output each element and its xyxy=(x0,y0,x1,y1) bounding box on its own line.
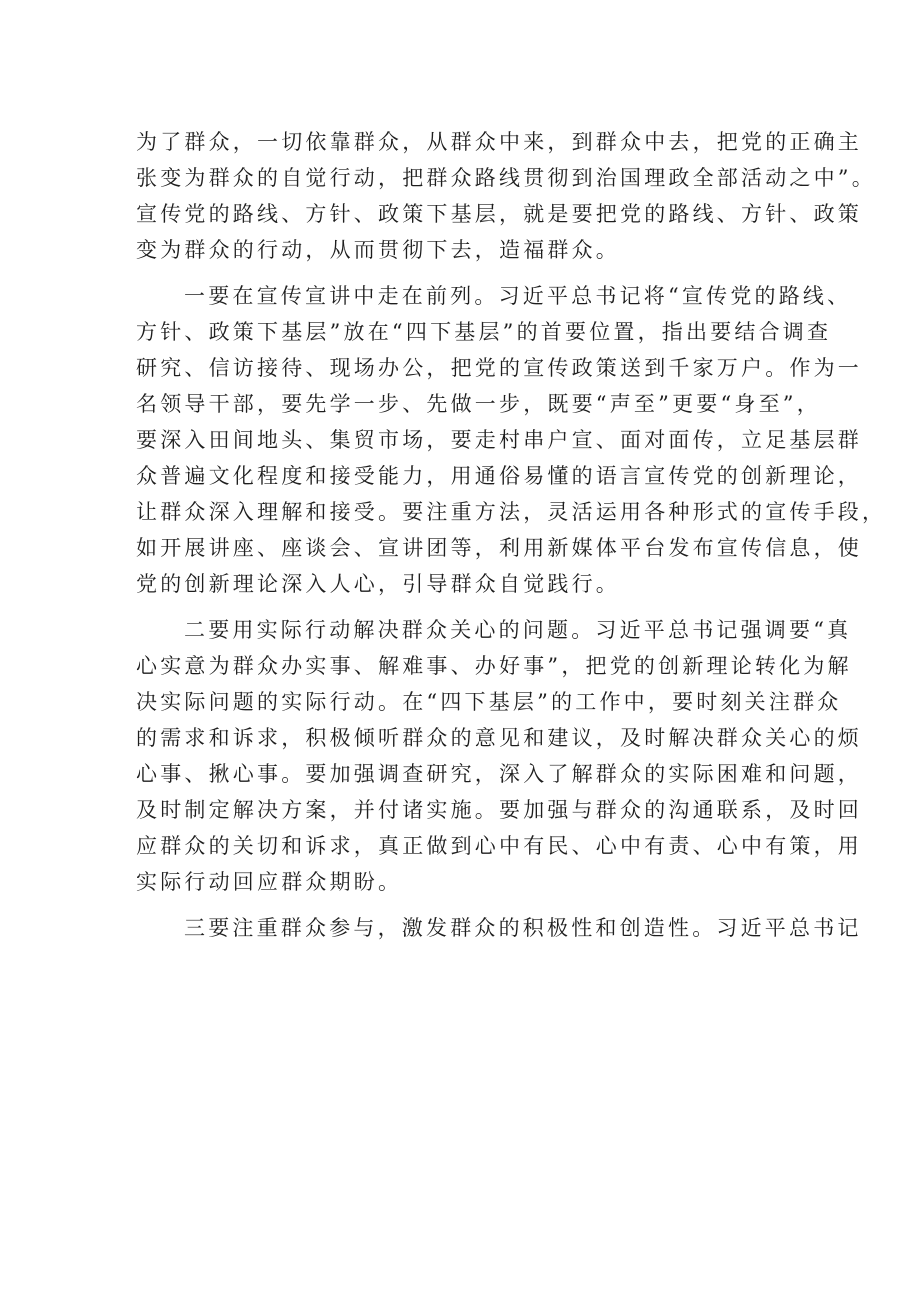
paragraph-line: 心实意为群众办实事、解难事、办好事”，把党的创新理论转化为解 xyxy=(136,654,852,678)
paragraph-2 xyxy=(136,278,887,602)
paragraph-line: 研究、信访接待、现场办公，把党的宣传政策送到千家万户。作为一 xyxy=(136,356,862,380)
paragraph-line: 众普遍文化程度和接受能力，用通俗易懂的语言宣传党的创新理论， xyxy=(136,464,862,488)
paragraph-line: 方针、政策下基层”放在“四下基层”的首要位置，指出要结合调查 xyxy=(136,320,832,344)
paragraph-1 xyxy=(136,124,876,268)
paragraph-line: 决实际问题的实际行动。在“四下基层”的工作中，要时刻关注群众 xyxy=(136,690,842,714)
document-body xyxy=(136,124,887,946)
paragraph-line: 宣传党的路线、方针、政策下基层，就是要把党的路线、方针、政策 xyxy=(136,202,862,226)
paragraph-line: 应群众的关切和诉求，真正做到心中有民、心中有责、心中有策，用 xyxy=(136,834,862,858)
paragraph-line: 要深入田间地头、集贸市场，要走村串户宣、面对面传，立足基层群 xyxy=(136,428,862,452)
paragraph-first-line: 三要注重群众参与，激发群众的积极性和创造性。习近平总书记 xyxy=(184,916,862,940)
paragraph-first-line: 一要在宣传宣讲中走在前列。习近平总书记将“宣传党的路线、 xyxy=(184,284,852,308)
paragraph-4 xyxy=(136,910,862,946)
paragraph-3 xyxy=(136,612,862,900)
paragraph-line: 心事、揪心事。要加强调查研究，深入了解群众的实际困难和问题， xyxy=(136,762,862,786)
paragraph-line: 张变为群众的自觉行动，把群众路线贯彻到治国理政全部活动之中”。 xyxy=(136,166,876,190)
paragraph-line: 的需求和诉求，积极倾听群众的意见和建议，及时解决群众关心的烦 xyxy=(136,726,862,750)
paragraph-line: 名领导干部，要先学一步、先做一步，既要“声至”更要“身至”， xyxy=(136,392,821,416)
paragraph-line: 实际行动回应群众期盼。 xyxy=(136,870,403,894)
paragraph-line: 让群众深入理解和接受。要注重方法，灵活运用各种形式的宣传手段， xyxy=(136,500,887,524)
paragraph-line: 变为群众的行动，从而贯彻下去，造福群众。 xyxy=(136,238,620,262)
paragraph-line: 为了群众，一切依靠群众，从群众中来，到群众中去，把党的正确主 xyxy=(136,130,862,154)
paragraph-line: 及时制定解决方案，并付诸实施。要加强与群众的沟通联系，及时回 xyxy=(136,798,862,822)
paragraph-line: 党的创新理论深入人心，引导群众自觉践行。 xyxy=(136,572,620,596)
paragraph-first-line: 二要用实际行动解决群众关心的问题。习近平总书记强调要“真 xyxy=(184,618,852,642)
paragraph-line: 如开展讲座、座谈会、宣讲团等，利用新媒体平台发布宣传信息，使 xyxy=(136,536,862,560)
